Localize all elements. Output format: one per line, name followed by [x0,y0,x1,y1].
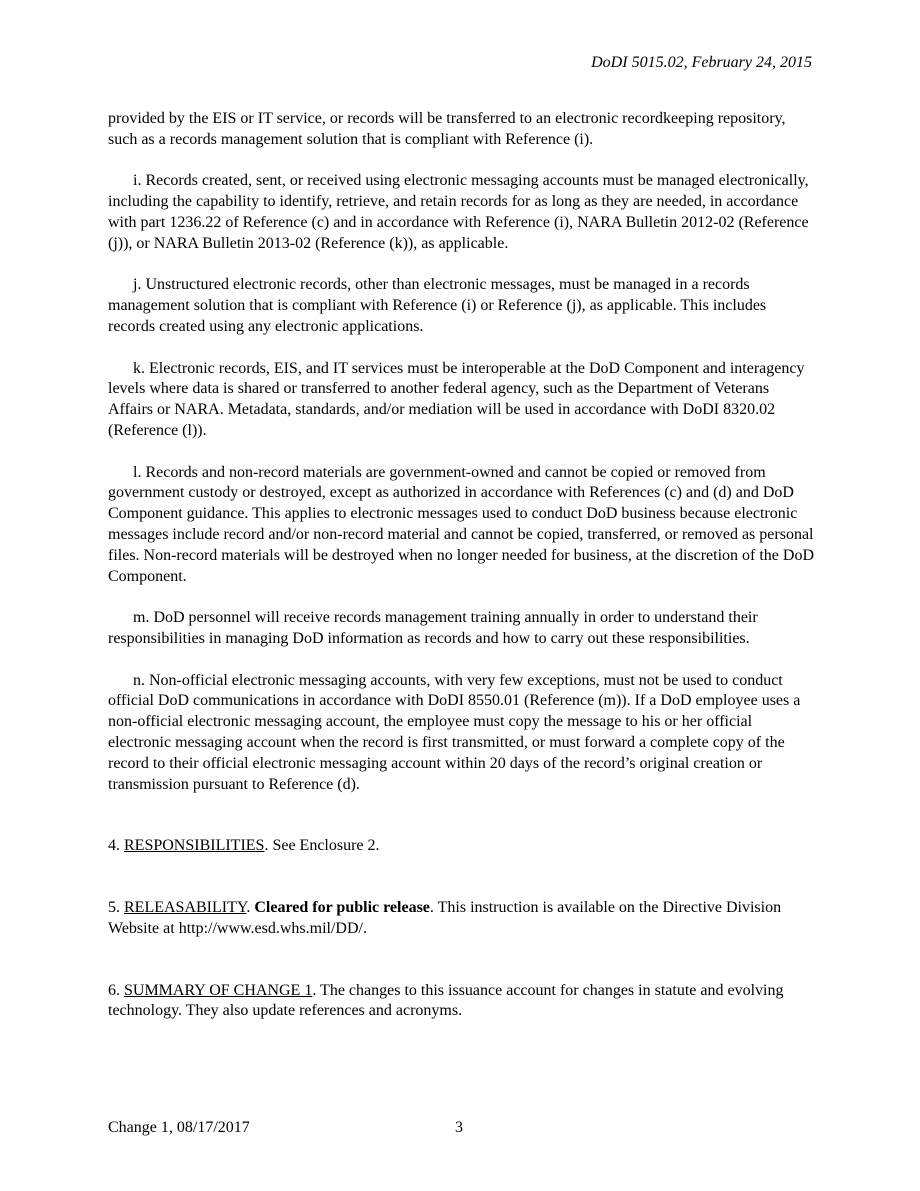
footer-change: Change 1, 08/17/2017 [108,1119,250,1136]
paragraph-j: j. Unstructured electronic records, other than electronic messages, must be managed in a records management solution that is compliant with Reference (i) or Reference (j), as applicable. This includes records created using any electronic applications. [108,276,767,335]
paragraph-continuation: provided by the EIS or IT service, or records will be transferred to an electronic recordkeeping repository, such as a records management solution that is compliant with Reference (i). [108,110,786,148]
section-text: . This instruction is available on the Directive Division Website at http://www.esd.whs.mil/DD/. [108,899,782,937]
section-title: RELEASABILITY [124,899,247,917]
section-responsibilities [108,836,814,857]
page-number: 3 [455,1119,463,1136]
section-releasability [108,898,814,940]
section-text: See Enclosure 2. [272,837,380,855]
section-separator: . [246,899,255,917]
section-summary-of-change [108,981,814,1023]
paragraph-l: l. Records and non-record materials are government-owned and cannot be copied or removed from government custody or destroyed, except as authorized in accordance with References (c) and (d) and DoD Component guidance. This applies to electronic messages used to conduct DoD business because electronic messages include record and/or non-record material and cannot be copied, transferred, or removed as personal files. Non-record materials will be destroyed when no longer needed for business, at the discretion of the DoD Component. [108,463,815,585]
section-title: RESPONSIBILITIES [124,837,265,855]
paragraph-k: k. Electronic records, EIS, and IT services must be interoperable at the DoD Component and interagency levels where data is shared or transferred to another federal agency, such as the Department of Veterans Affairs or NARA. Metadata, standards, and/or mediation will be used in accordance with DoDI 8320.02 (Reference (l)). [108,359,805,439]
document-body [108,109,814,1043]
document-header: DoDI 5015.02, February 24, 2015 [591,54,812,71]
section-number: 4. [108,837,124,855]
release-statement: Cleared for public release [254,899,430,917]
paragraph-i: i. Records created, sent, or received using electronic messaging accounts must be managed electronically, including the capability to identify, retrieve, and retain records for as long as they are needed, in accordance with part 1236.22 of Reference (c) and in accordance with Reference (i), NARA Bulletin 2012-02 (Reference (j)), or NARA Bulletin 2013-02 (Reference (k)), as applicable. [108,172,809,252]
section-number: 6. [108,981,124,999]
section-number: 5. [108,899,124,917]
section-text: . The changes to this issuance account for changes in statute and evolving technology. They also update references and acronyms. [108,981,784,1020]
section-title: SUMMARY OF CHANGE 1 [124,981,313,999]
paragraph-m: m. DoD personnel will receive records management training annually in order to understand their responsibilities in managing DoD information as records and how to carry out these responsibilities. [108,609,758,647]
paragraph-n: n. Non-official electronic messaging accounts, with very few exceptions, must not be used to conduct official DoD communications in accordance with DoDI 8550.01 (Reference (m)). If a DoD employee uses a non-official electronic messaging account, the employee must copy the message to his or her official electronic messaging account when the record is first transmitted, or must forward a complete copy of the record to their official electronic messaging account within 20 days of the record’s original creation or transmission pursuant to Reference (d). [108,671,801,793]
section-separator: . [264,837,273,855]
